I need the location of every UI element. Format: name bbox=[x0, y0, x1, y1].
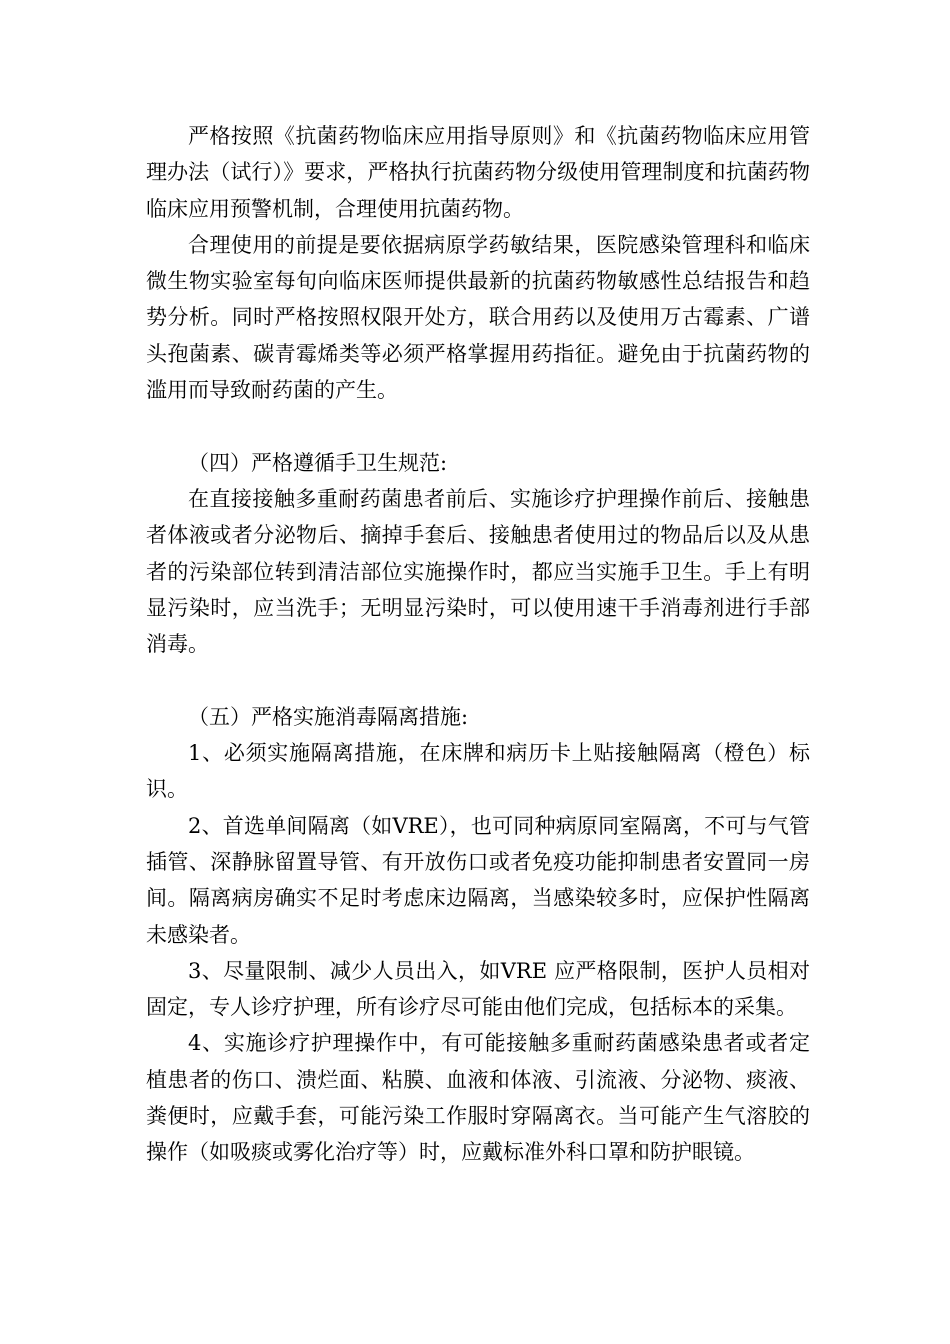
list-item-isolation-3: 3、尽量限制、减少人员出入，如VRE 应严格限制，医护人员相对固定，专人诊疗护理，所有诊疗尽可能由他们完成，包括标本的采集。 bbox=[146, 958, 810, 1020]
list-item-isolation-4: 4、实施诊疗护理操作中，有可能接触多重耐药菌感染患者或者定植患者的伤口、溃烂面、粘膜、血液和体液、引流液、分泌物、痰液、粪便时，应戴手套，可能污染工作服时穿隔离衣。当可能产生气溶胶的操作（如吸痰或雾化治疗等）时，应戴标准外科口罩和防护眼镜。 bbox=[146, 1031, 810, 1165]
document-body bbox=[146, 118, 810, 1171]
paragraph-rational-use: 合理使用的前提是要依据病原学药敏结果，医院感染管理科和临床微生物实验室每旬向临床医师提供最新的抗菌药物敏感性总结报告和趋势分析。同时严格按照权限开处方，联合用药以及使用万古霉素、广谱头孢菌素、碳青霉烯类等必须严格掌握用药指征。避免由于抗菌药物的滥用而导致耐药菌的产生。 bbox=[146, 232, 810, 403]
paragraph-hand-hygiene: 在直接接触多重耐药菌患者前后、实施诊疗护理操作前后、接触患者体液或者分泌物后、摘掉手套后、接触患者使用过的物品后以及从患者的污染部位转到清洁部位实施操作时，都应当实施手卫生。手上有明显污染时，应当洗手；无明显污染时，可以使用速干手消毒剂进行手部消毒。 bbox=[146, 486, 810, 657]
paragraph-gap bbox=[146, 662, 810, 698]
list-item-isolation-1: 1、必须实施隔离措施，在床牌和病历卡上贴接触隔离（橙色）标识。 bbox=[146, 741, 810, 802]
paragraph-antibiotic-rules: 严格按照《抗菌药物临床应用指导原则》和《抗菌药物临床应用管理办法（试行）》要求，严格执行抗菌药物分级使用管理制度和抗菌药物临床应用预警机制，合理使用抗菌药物。 bbox=[146, 124, 810, 221]
list-item-isolation-2: 2、首选单间隔离（如VRE），也可同种病原同室隔离，不可与气管插管、深静脉留置导管、有开放伤口或者免疫功能抑制患者安置同一房间。隔离病房确实不足时考虑床边隔离，当感染较多时，应保护性隔离未感染者。 bbox=[146, 813, 810, 947]
section-heading-hand-hygiene: （四）严格遵循手卫生规范: bbox=[188, 450, 448, 475]
paragraph-gap bbox=[146, 408, 810, 444]
section-heading-isolation: （五）严格实施消毒隔离措施: bbox=[188, 704, 469, 729]
